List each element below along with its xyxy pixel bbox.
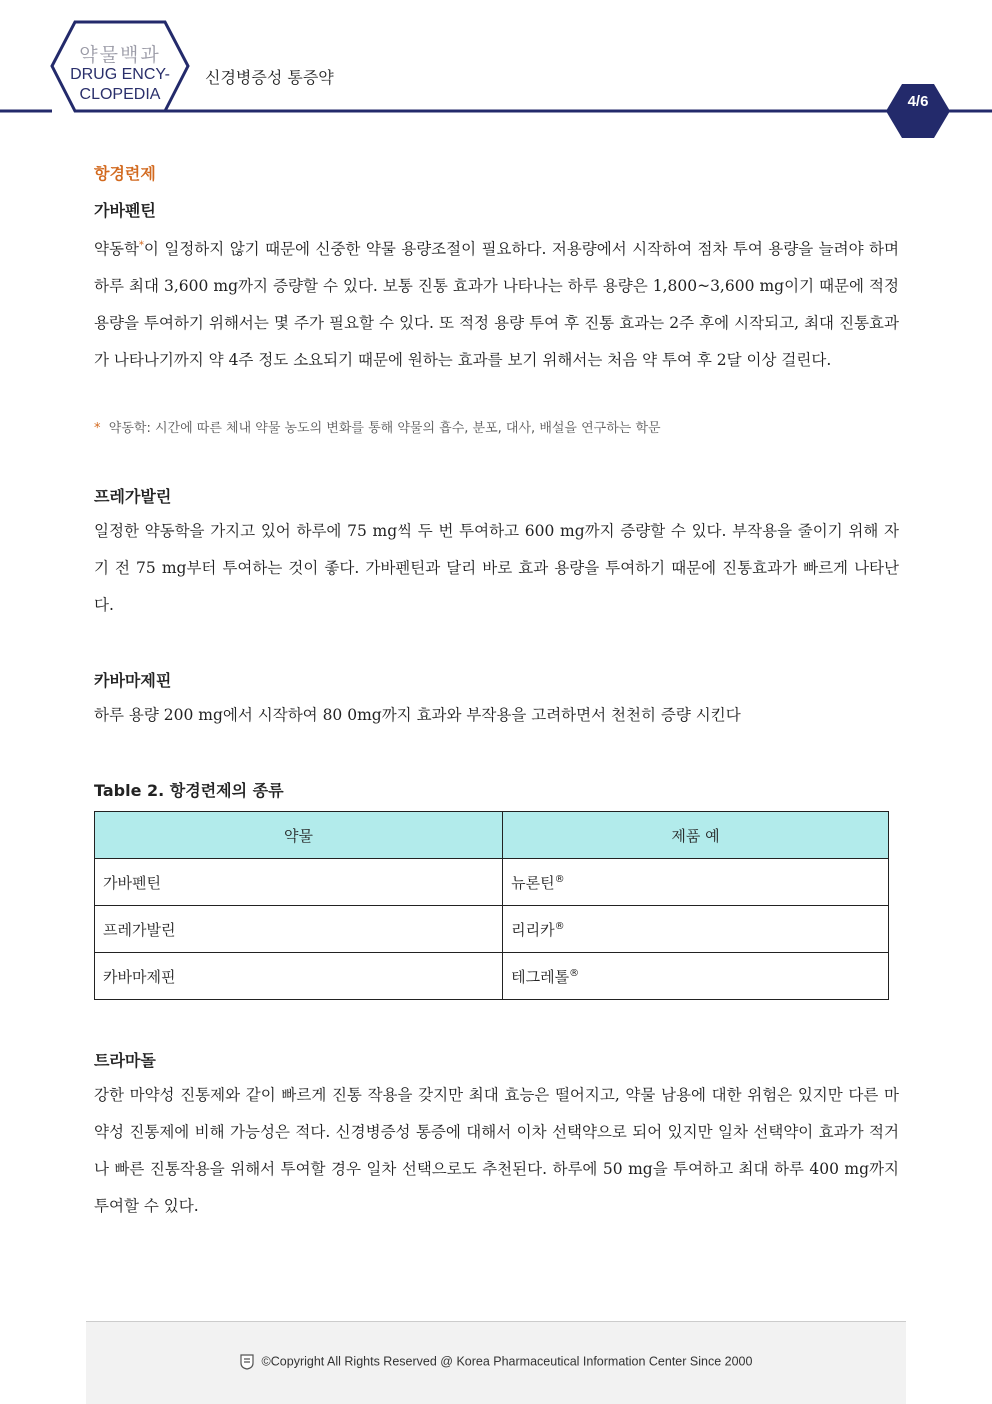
footnote-marker: * <box>138 240 144 251</box>
table-header-drug: 약물 <box>95 812 503 859</box>
kpic-shield-icon <box>240 1354 254 1370</box>
table-cell-drug: 가바펜틴 <box>95 859 503 906</box>
table-cell-drug: 프레가발린 <box>95 906 503 953</box>
table-header-row <box>95 812 889 859</box>
product-name: 리리카 <box>511 920 555 939</box>
main-content <box>94 155 899 1225</box>
pregabalin-text: 일정한 약동학을 가지고 있어 하루에 75 mg씩 두 번 투여하고 600 mg까지 증량할 수 있다. 부작용을 줄이기 위해 자기 전 75 mg부터 투여하는 것이 좋다. 가바펜틴과 달리 바로 효과 용량을 투여하기 때문에 진통효과가 빠르게 나타난다. <box>94 522 899 615</box>
logo-korean: 약물백과 <box>79 44 161 66</box>
carbamazepine-title: 카바마제핀 <box>94 671 172 691</box>
footer-copyright <box>86 1354 906 1370</box>
page-footer <box>86 1321 906 1404</box>
carbamazepine-text: 하루 용량 200 mg에서 시작하여 80 0mg까지 효과와 부작용을 고려하면서 천천히 증량 시킨다 <box>94 706 741 725</box>
table-cell-drug: 카바마제핀 <box>95 953 503 1000</box>
section-label: 항경련제 <box>94 164 156 183</box>
pregabalin-title: 프레가발린 <box>94 487 172 507</box>
gabapentin-text-rest: 이 일정하지 않기 때문에 신중한 약물 용량조절이 필요하다. 저용량에서 시작하여 점차 투여 용량을 늘려야 하며 하루 최대 3,600 mg까지 증량할 수 있다. 보통 진통 효과가 나타나는 하루 용량은 1,800~3,600 mg이기 때문에 적정용량을 투여하기 위해서는 몇 주가 필요할 수 있다. 또 적정 용량 투여 후 진통 효과는 2주 후에 시작되고, 최대 진통효과가 나타나기까지 약 4주 정도 소요되기 때문에 원하는 효과를 보기 위해서는 처음 약 투여 후 2달 이상 걸린다. <box>94 240 899 370</box>
footnote-text: 약동학: 시간에 따른 체내 약물 농도의 변화를 통해 약물의 흡수, 분포, 대사, 배설을 연구하는 학문 <box>108 421 661 437</box>
registered-mark: ® <box>554 920 565 932</box>
page-number-badge: 4/6 <box>907 93 929 110</box>
table-row <box>95 906 889 953</box>
gabapentin-text-lead: 약동학 <box>94 240 139 259</box>
anticonvulsant-table <box>94 811 889 1000</box>
table-cell-product <box>503 859 889 906</box>
registered-mark: ® <box>569 967 580 979</box>
gabapentin-text <box>94 227 899 379</box>
table-row <box>95 953 889 1000</box>
logo-english-line1: DRUG ENCY- <box>70 66 170 83</box>
table-caption: Table 2. 항경련제의 종류 <box>94 781 284 801</box>
page-header <box>0 0 992 140</box>
product-name: 뉴론틴 <box>511 873 555 892</box>
logo-english-line2: CLOPEDIA <box>79 86 161 103</box>
footer-text: ©Copyright All Rights Reserved @ Korea Pharmaceutical Information Center Since 2000 <box>261 1354 753 1369</box>
table-header-product: 제품 예 <box>503 812 889 859</box>
footnote-star: * <box>94 421 101 437</box>
product-name: 테그레톨 <box>511 967 570 986</box>
registered-mark: ® <box>554 873 565 885</box>
tramadol-title: 트라마돌 <box>94 1051 156 1071</box>
table-cell-product <box>503 953 889 1000</box>
document-title: 신경병증성 통증약 <box>205 68 334 87</box>
gabapentin-title: 가바펜틴 <box>94 201 156 220</box>
table-row <box>95 859 889 906</box>
footnote <box>94 417 899 436</box>
tramadol-text: 강한 마약성 진통제와 같이 빠르게 진통 작용을 갖지만 최대 효능은 떨어지고, 약물 남용에 대한 위험은 있지만 다른 마약성 진통제에 비해 가능성은 적다. 신경병증성 통증에 대해서 이차 선택약으로 되어 있지만 일차 선택약이 효과가 적거나 빠른 진통작용을 위해서 투여할 경우 일차 선택으로도 추천된다. 하루에 50 mg을 투여하고 최대 하루 400 mg까지 투여할 수 있다. <box>94 1086 899 1216</box>
table-cell-product <box>503 906 889 953</box>
